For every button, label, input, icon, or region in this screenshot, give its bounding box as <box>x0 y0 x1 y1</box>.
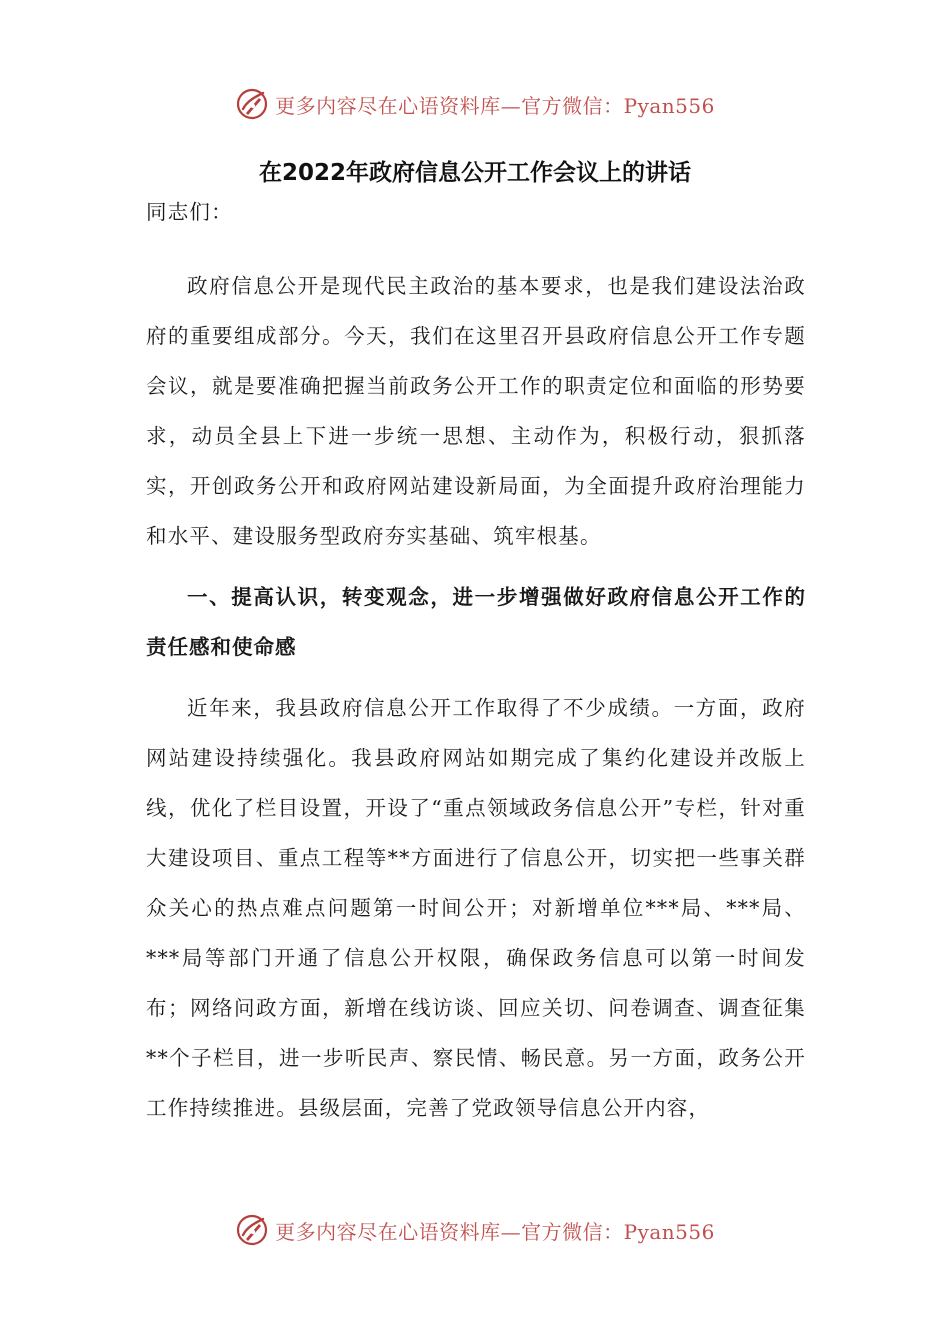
watermark-text: 更多内容尽在心语资料库—官方微信：Pyan556 <box>275 93 715 118</box>
header-watermark-banner <box>0 84 950 124</box>
intro-paragraph: 政府信息公开是现代民主政治的基本要求，也是我们建设法治政府的重要组成部分。今天，我们在这里召开县政府信息公开工作专题会议，就是要准确把握当前政务公开工作的职责定位和面临的形势要求，动员全县上下进一步统一思想、主动作为，积极行动，狠抓落实，开创政务公开和政府网站建设新局面，为全面提升政府治理能力和水平、建设服务型政府夯实基础、筑牢根基。 <box>146 274 806 548</box>
footer-watermark-banner <box>0 1210 950 1250</box>
pen-circle-logo-icon <box>235 1213 269 1247</box>
section-paragraph: 近年来，我县政府信息公开工作取得了不少成绩。一方面，政府网站建设持续强化。我县政府网站如期完成了集约化建设并改版上线，优化了栏目设置，开设了“重点领域政务信息公开”专栏，针对重大建设项目、重点工程等**方面进行了信息公开，切实把一些事关群众关心的热点难点问题第一时间公开；对新增单位***局、***局、***局等部门开通了信息公开权限，确保政务信息可以第一时间发布；网络问政方面，新增在线访谈、回应关切、问卷调查、调查征集**个子栏目，进一步听民声、察民情、畅民意。另一方面，政务公开工作持续推进。县级层面，完善了党政领导信息公开内容， <box>146 696 806 1120</box>
watermark-text: 更多内容尽在心语资料库—官方微信：Pyan556 <box>275 1219 715 1244</box>
document-body <box>146 185 806 1133</box>
section-heading: 一、提高认识，转变观念，进一步增强做好政府信息公开工作的责任感和使命感 <box>146 585 806 659</box>
page-title: 在2022年政府信息公开工作会议上的讲话 <box>258 160 691 186</box>
pen-circle-logo-icon <box>235 87 269 121</box>
salutation: 同志们： <box>146 200 233 224</box>
